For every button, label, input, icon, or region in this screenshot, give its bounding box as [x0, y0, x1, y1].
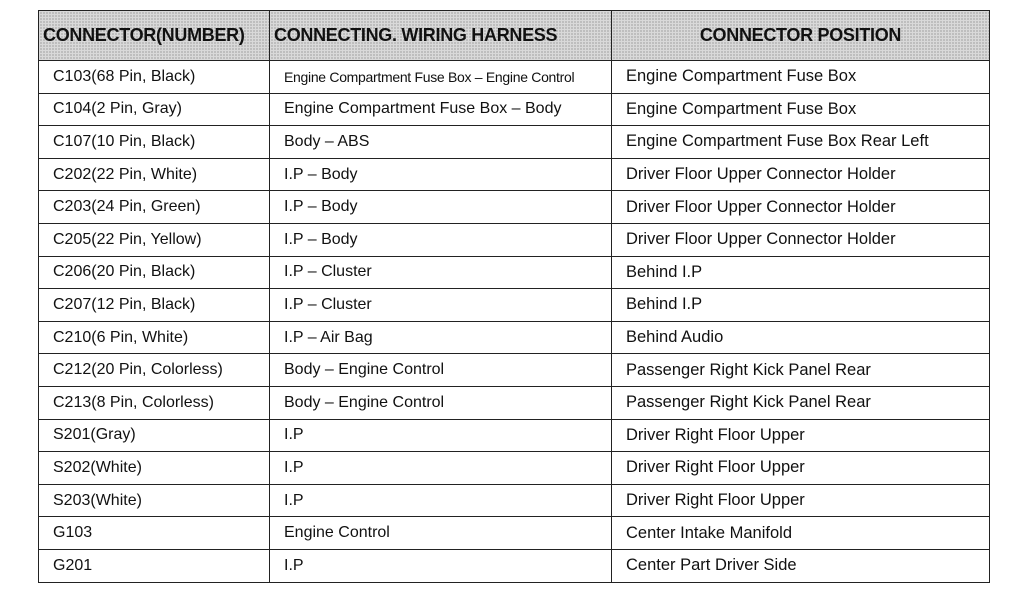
cell-position: Driver Right Floor Upper: [612, 419, 990, 452]
cell-connector: C202(22 Pin, White): [39, 158, 270, 191]
cell-wiring-harness: I.P: [270, 419, 612, 452]
cell-wiring-harness: I.P: [270, 452, 612, 485]
cell-connector: S202(White): [39, 452, 270, 485]
cell-wiring-harness: I.P: [270, 549, 612, 582]
cell-position: Driver Floor Upper Connector Holder: [612, 191, 990, 224]
cell-wiring-harness: I.P – Body: [270, 191, 612, 224]
cell-connector: C212(20 Pin, Colorless): [39, 354, 270, 387]
cell-position: Behind Audio: [612, 321, 990, 354]
table-row: [39, 386, 990, 419]
header-connector-position: CONNECTOR POSITION: [612, 11, 990, 61]
header-row: [39, 11, 990, 61]
cell-wiring-harness: I.P: [270, 484, 612, 517]
cell-connector: C207(12 Pin, Black): [39, 289, 270, 322]
table-row: [39, 321, 990, 354]
cell-wiring-harness: I.P – Air Bag: [270, 321, 612, 354]
table-row: [39, 289, 990, 322]
cell-wiring-harness: I.P – Body: [270, 223, 612, 256]
table-row: [39, 419, 990, 452]
cell-connector: S203(White): [39, 484, 270, 517]
table-row: [39, 354, 990, 387]
table-row: [39, 93, 990, 126]
cell-wiring-harness: I.P – Body: [270, 158, 612, 191]
cell-position: Passenger Right Kick Panel Rear: [612, 386, 990, 419]
cell-position: Driver Floor Upper Connector Holder: [612, 223, 990, 256]
cell-connector: C210(6 Pin, White): [39, 321, 270, 354]
header-connector-number: CONNECTOR(NUMBER): [39, 11, 270, 61]
table-row: [39, 191, 990, 224]
header-connecting-wiring-harness: CONNECTING. WIRING HARNESS: [270, 11, 612, 61]
table-row: [39, 256, 990, 289]
cell-wiring-harness: I.P – Cluster: [270, 289, 612, 322]
cell-position: Passenger Right Kick Panel Rear: [612, 354, 990, 387]
cell-connector: C103(68 Pin, Black): [39, 61, 270, 94]
cell-wiring-harness: Body – Engine Control: [270, 386, 612, 419]
cell-connector: C206(20 Pin, Black): [39, 256, 270, 289]
cell-connector: C213(8 Pin, Colorless): [39, 386, 270, 419]
table-row: [39, 549, 990, 582]
cell-wiring-harness: Body – Engine Control: [270, 354, 612, 387]
cell-position: Driver Right Floor Upper: [612, 484, 990, 517]
cell-connector: C203(24 Pin, Green): [39, 191, 270, 224]
cell-position: Behind I.P: [612, 256, 990, 289]
cell-position: Engine Compartment Fuse Box: [612, 93, 990, 126]
cell-connector: S201(Gray): [39, 419, 270, 452]
cell-position: Center Intake Manifold: [612, 517, 990, 550]
cell-wiring-harness: Engine Compartment Fuse Box – Body: [270, 93, 612, 126]
cell-position: Engine Compartment Fuse Box Rear Left: [612, 126, 990, 159]
table-row: [39, 517, 990, 550]
table-row: [39, 158, 990, 191]
table-row: [39, 484, 990, 517]
table-row: [39, 126, 990, 159]
table-row: [39, 61, 990, 94]
cell-connector: C104(2 Pin, Gray): [39, 93, 270, 126]
cell-connector: G201: [39, 549, 270, 582]
table-row: [39, 223, 990, 256]
cell-connector: G103: [39, 517, 270, 550]
cell-connector: C205(22 Pin, Yellow): [39, 223, 270, 256]
cell-wiring-harness: Body – ABS: [270, 126, 612, 159]
cell-position: Driver Floor Upper Connector Holder: [612, 158, 990, 191]
cell-position: Behind I.P: [612, 289, 990, 322]
cell-connector: C107(10 Pin, Black): [39, 126, 270, 159]
cell-wiring-harness: I.P – Cluster: [270, 256, 612, 289]
cell-wiring-harness: Engine Compartment Fuse Box – Engine Control: [270, 61, 612, 94]
cell-position: Center Part Driver Side: [612, 549, 990, 582]
cell-position: Driver Right Floor Upper: [612, 452, 990, 485]
table-row: [39, 452, 990, 485]
cell-position: Engine Compartment Fuse Box: [612, 61, 990, 94]
cell-wiring-harness: Engine Control: [270, 517, 612, 550]
connector-table: [38, 10, 990, 583]
